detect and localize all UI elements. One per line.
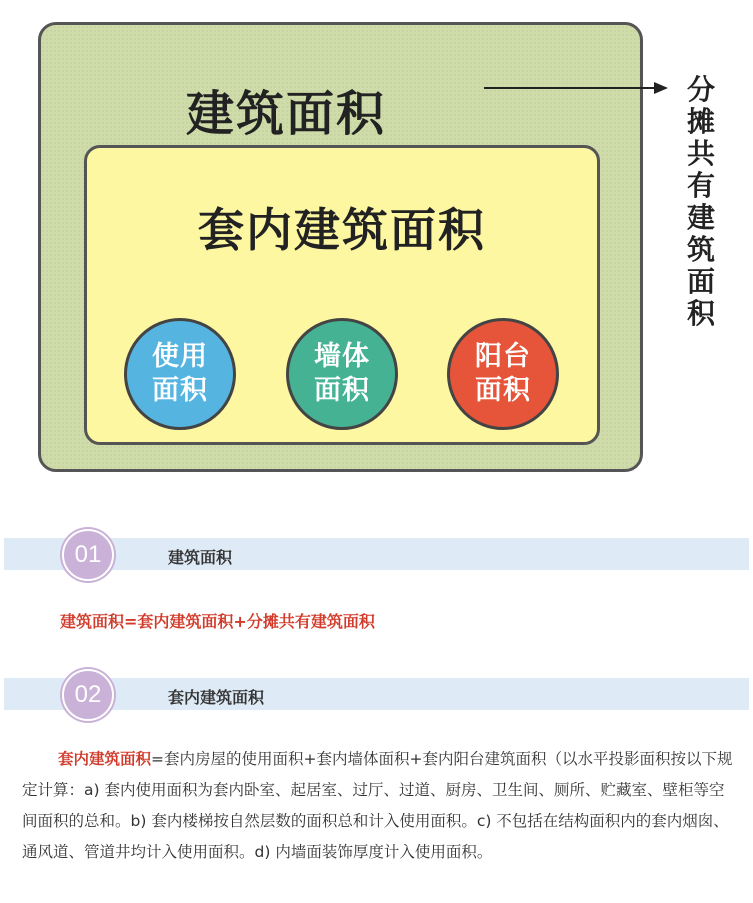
shared-area-label: 分摊共有建筑面积 bbox=[686, 73, 715, 330]
section-number-badge-02: 02 bbox=[62, 669, 114, 721]
building-area-title: 建筑面积 bbox=[185, 86, 386, 142]
section-title-01: 建筑面积 bbox=[168, 548, 233, 567]
balcony-area-line1: 阳台 bbox=[475, 341, 531, 372]
section-bar-01 bbox=[4, 538, 749, 570]
usable-area-line1: 使用 bbox=[152, 341, 208, 372]
suite-area-title: 套内建筑面积 bbox=[198, 203, 486, 257]
usable-area-line2: 面积 bbox=[152, 375, 208, 406]
wall-area-circle bbox=[286, 318, 398, 430]
wall-area-line1: 墙体 bbox=[314, 341, 370, 372]
balcony-area-circle bbox=[447, 318, 559, 430]
definition-body: =套内房屋的使用面积+套内墙体面积+套内阳台建筑面积（以水平投影面积按以下规定计算：a) 套内使用面积为套内卧室、起居室、过厅、过道、厨房、卫生间、厕所、贮藏室、壁柜等空间面积的总和。b) 套内楼梯按自然层数的面积总和计入使用面积。c) 不包括在结构面积内的套内烟囱、通风道、管道井均计入使用面积。d) 内墙面装饰厚度计入使用面积。 bbox=[22, 750, 733, 861]
section-number-badge-01: 01 bbox=[62, 529, 114, 581]
definition-term: 套内建筑面积 bbox=[58, 750, 152, 768]
suite-area-box bbox=[84, 145, 600, 445]
formula-text: 建筑面积=套内建筑面积+分摊共有建筑面积 bbox=[60, 612, 375, 631]
usable-area-circle bbox=[124, 318, 236, 430]
section-bar-02 bbox=[4, 678, 749, 710]
section-title-02: 套内建筑面积 bbox=[168, 688, 265, 707]
definition-paragraph bbox=[22, 744, 734, 868]
arrow-head-icon bbox=[654, 82, 668, 94]
balcony-area-line2: 面积 bbox=[475, 375, 531, 406]
arrow-line bbox=[484, 87, 654, 89]
wall-area-line2: 面积 bbox=[314, 375, 370, 406]
